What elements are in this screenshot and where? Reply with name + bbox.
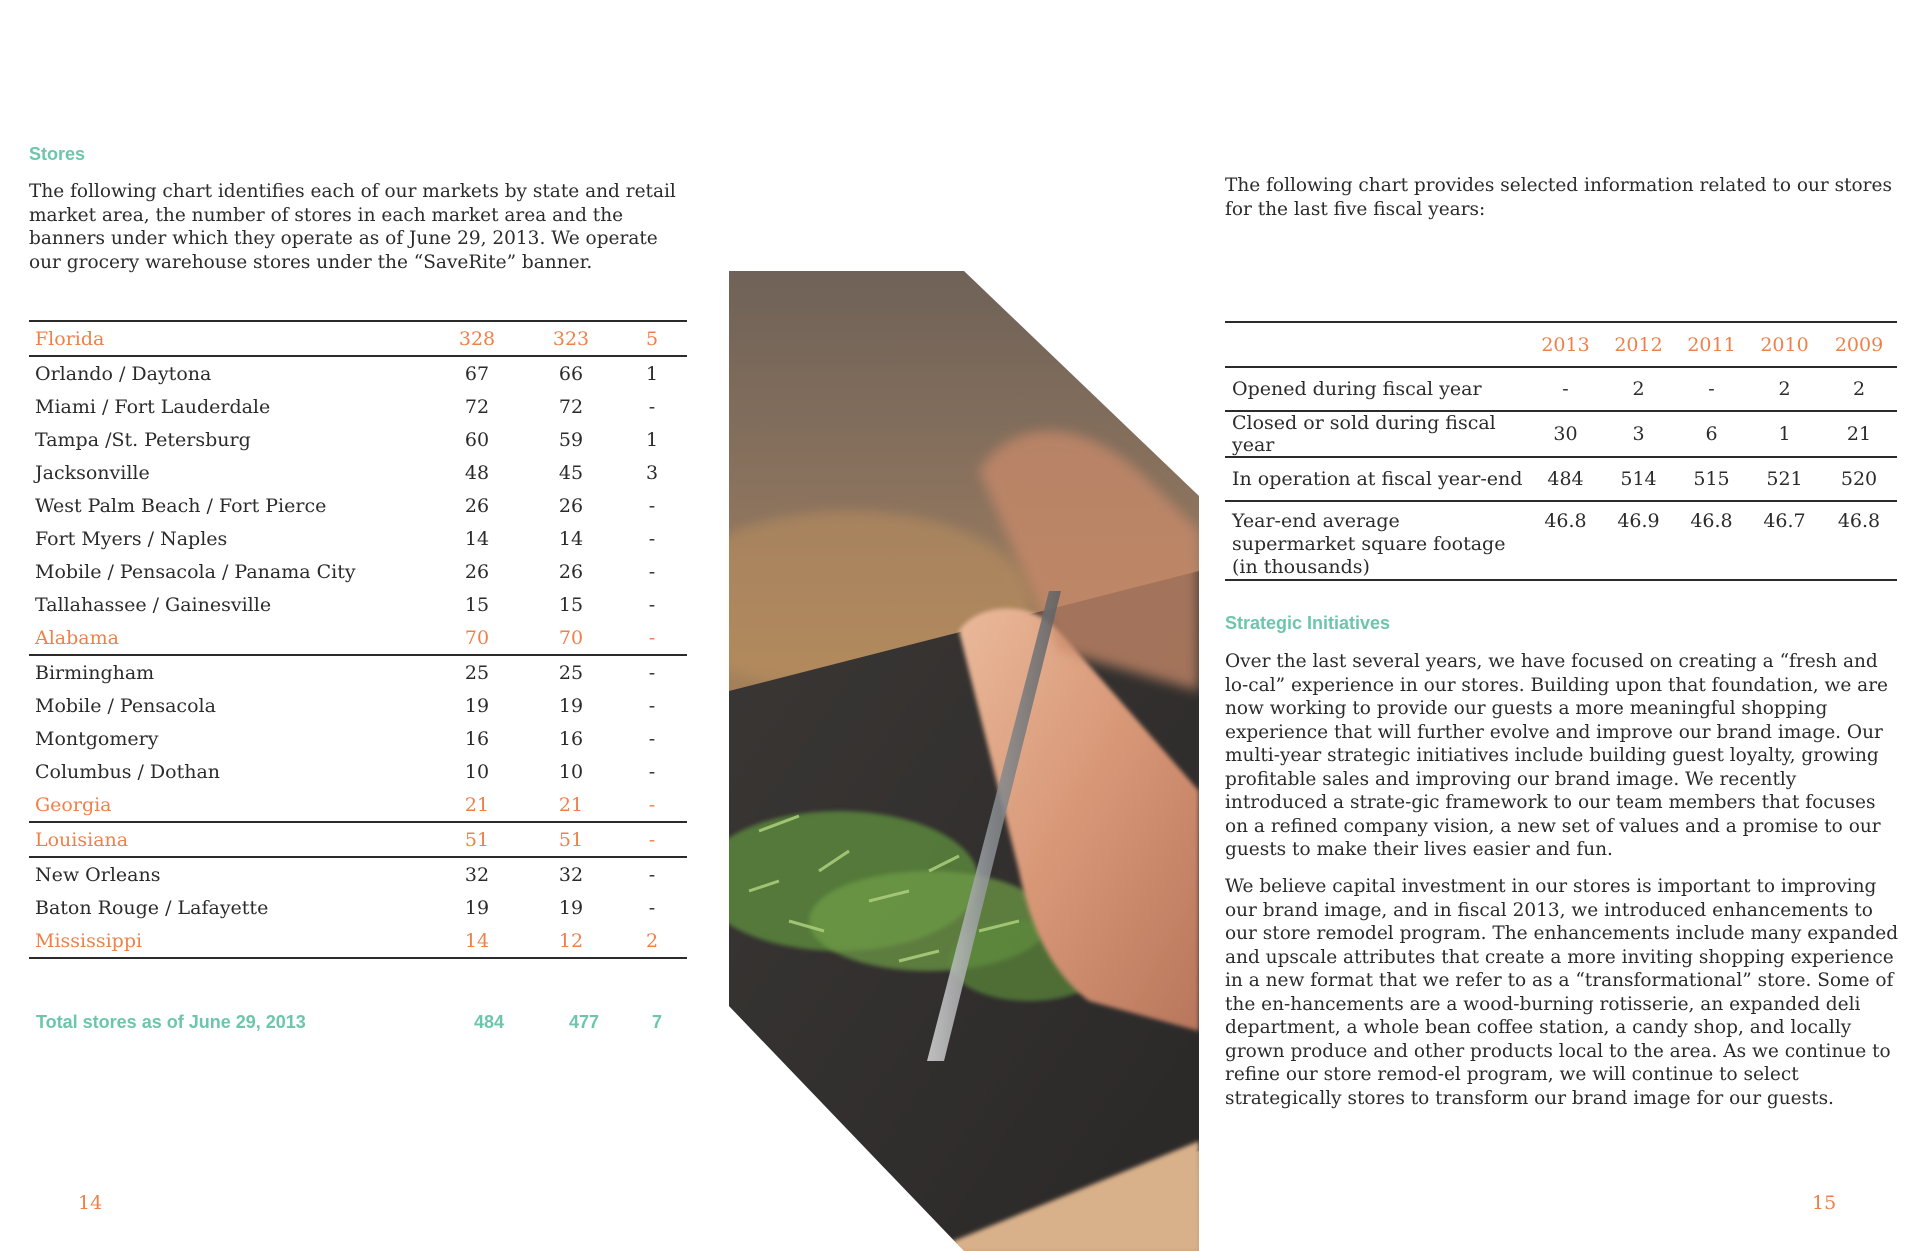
fiscal-row-label: Opened during fiscal year <box>1225 367 1529 411</box>
store-count-col3: 3 <box>645 461 659 484</box>
store-count-col3: - <box>617 788 687 822</box>
page-number-left: 14 <box>78 1192 103 1214</box>
store-count-col2: 323 <box>525 321 617 356</box>
market-row <box>29 423 687 456</box>
fiscal-header-row <box>1225 322 1897 367</box>
state-row <box>29 822 687 857</box>
store-count-col3: - <box>648 593 656 616</box>
store-count-col2: 16 <box>558 727 584 750</box>
store-count-col1: 25 <box>464 661 490 684</box>
market-row <box>29 891 687 924</box>
market-name: West Palm Beach / Fort Pierce <box>35 494 327 517</box>
store-count-col2: 45 <box>558 461 584 484</box>
total-stores-row <box>29 1008 687 1038</box>
store-count-col1: 10 <box>464 760 490 783</box>
market-name: Florida <box>29 321 429 356</box>
fiscal-value: 46.8 <box>1529 501 1602 580</box>
market-name: Jacksonville <box>35 461 150 484</box>
state-row <box>29 924 687 958</box>
strategic-paragraph-1: Over the last several years, we have focused on creating a “fresh and lo-cal” experience in our stores. Building upon that foundation, we are now working to provide our guests a more meaningful shopping experience that will further evolve and improve our brand image. Our multi-year strategic initiatives include building guest loyalty, growing profitable sales and improving our brand image. We recently introduced a strate-gic framework to our team members that focuses on a refined company vision, a new set of values and a promise to our guests to make their lives easier and fun. <box>1225 651 1889 860</box>
market-name: Orlando / Daytona <box>35 362 212 385</box>
state-row <box>29 788 687 822</box>
fiscal-value: 2 <box>1821 367 1897 411</box>
store-count-col1: 21 <box>429 788 525 822</box>
store-count-col3: - <box>648 494 656 517</box>
store-count-col3: - <box>617 621 687 655</box>
market-name: Tallahassee / Gainesville <box>35 593 272 616</box>
fiscal-value: 521 <box>1748 457 1821 501</box>
page-number-right: 15 <box>1812 1192 1837 1214</box>
fiscal-value: 30 <box>1529 411 1602 457</box>
store-count-col2: 19 <box>558 896 584 919</box>
store-count-col3: - <box>648 863 656 886</box>
market-row <box>29 689 687 722</box>
fiscal-value: 21 <box>1821 411 1897 457</box>
store-count-col1: 32 <box>464 863 490 886</box>
market-row <box>29 755 687 788</box>
year-2013: 2013 <box>1529 322 1602 367</box>
market-name: Mississippi <box>29 924 429 958</box>
market-row <box>29 390 687 423</box>
fiscal-row <box>1225 457 1897 501</box>
fiscal-row-label: Closed or sold during fiscal year <box>1225 411 1529 457</box>
stores-heading: Stores <box>29 144 86 164</box>
market-row <box>29 588 687 621</box>
store-count-col2: 51 <box>525 822 617 857</box>
store-count-col2: 66 <box>558 362 584 385</box>
strategic-paragraph-2: We believe capital investment in our stores is important to improving our brand image, and in fiscal 2013, we introduced enhancements to our store remodel program. The enhancements include many expanded and upscale attributes that create a more inviting shopping experience in a new format that we refer to as a “transformational” store. Some of the en-hancements are a wood-burning rotisserie, an expanded deli department, a whole bean coffee station, a candy shop, and locally grown produce and other products local to the area. As we continue to refine our store remod-el program, we will continue to select strategically stores to transform our brand image for our guests. <box>1225 876 1899 1109</box>
fiscal-value: 2 <box>1602 367 1675 411</box>
store-count-col2: 70 <box>525 621 617 655</box>
total-label: Total stores as of June 29, 2013 <box>36 1012 306 1032</box>
store-count-col1: 15 <box>464 593 490 616</box>
market-name: Columbus / Dothan <box>35 760 221 783</box>
market-row <box>29 857 687 891</box>
year-2011: 2011 <box>1675 322 1748 367</box>
state-row <box>29 621 687 655</box>
total-col1: 484 <box>473 1012 505 1032</box>
fiscal-header-blank <box>1225 322 1529 367</box>
store-count-col1: 26 <box>464 560 490 583</box>
herb-chopping-photo <box>729 271 1199 1251</box>
store-count-col3: - <box>648 896 656 919</box>
fiscal-value: - <box>1675 367 1748 411</box>
market-name: Louisiana <box>29 822 429 857</box>
store-count-col2: 32 <box>558 863 584 886</box>
market-name: New Orleans <box>35 863 161 886</box>
market-name: Montgomery <box>35 727 159 750</box>
fiscal-value: 515 <box>1675 457 1748 501</box>
fiscal-row-label: In operation at fiscal year-end <box>1225 457 1529 501</box>
store-count-col3: 1 <box>645 362 659 385</box>
store-count-col1: 48 <box>464 461 490 484</box>
fiscal-value: 520 <box>1821 457 1897 501</box>
store-count-col1: 16 <box>464 727 490 750</box>
fiscal-table <box>1225 321 1897 581</box>
total-col2: 477 <box>568 1012 600 1032</box>
market-name: Alabama <box>29 621 429 655</box>
market-name: Mobile / Pensacola / Panama City <box>35 560 356 583</box>
year-2009: 2009 <box>1821 322 1897 367</box>
market-name: Georgia <box>29 788 429 822</box>
fiscal-row <box>1225 501 1897 580</box>
store-count-col1: 72 <box>464 395 490 418</box>
fiscal-value: 2 <box>1748 367 1821 411</box>
store-count-col2: 21 <box>525 788 617 822</box>
market-name: Tampa /St. Petersburg <box>35 428 251 451</box>
market-row <box>29 522 687 555</box>
store-count-col3: - <box>648 395 656 418</box>
store-count-col1: 19 <box>464 694 490 717</box>
store-count-col1: 26 <box>464 494 490 517</box>
store-count-col3: - <box>648 661 656 684</box>
stores-intro: The following chart identifies each of our markets by state and retail market area, the number of stores in each market area and the banners under which they operate as of June 29, 2013. We operate our grocery warehouse stores under the “SaveRite” banner. <box>29 181 676 273</box>
market-row <box>29 655 687 689</box>
fiscal-row-label: Year-end average supermarket square footage (in thousands) <box>1225 501 1529 580</box>
fiscal-value: 3 <box>1602 411 1675 457</box>
store-count-col2: 26 <box>558 494 584 517</box>
store-count-col3: 1 <box>645 428 659 451</box>
year-2012: 2012 <box>1602 322 1675 367</box>
store-count-col2: 19 <box>558 694 584 717</box>
fiscal-row <box>1225 411 1897 457</box>
store-count-col1: 328 <box>429 321 525 356</box>
store-count-col3: - <box>648 727 656 750</box>
fiscal-value: - <box>1529 367 1602 411</box>
store-count-col1: 51 <box>429 822 525 857</box>
market-name: Mobile / Pensacola <box>35 694 216 717</box>
store-count-col3: - <box>648 694 656 717</box>
fiscal-value: 46.8 <box>1675 501 1748 580</box>
market-name: Baton Rouge / Lafayette <box>35 896 269 919</box>
store-count-col1: 19 <box>464 896 490 919</box>
fiscal-value: 484 <box>1529 457 1602 501</box>
fiscal-value: 514 <box>1602 457 1675 501</box>
fiscal-value: 46.7 <box>1748 501 1821 580</box>
store-count-col1: 14 <box>429 924 525 958</box>
store-count-col2: 59 <box>558 428 584 451</box>
store-count-col3: 5 <box>617 321 687 356</box>
store-count-col3: - <box>617 822 687 857</box>
store-count-col3: 2 <box>617 924 687 958</box>
store-count-col3: - <box>648 560 656 583</box>
store-count-col2: 26 <box>558 560 584 583</box>
fiscal-row <box>1225 367 1897 411</box>
fiscal-value: 46.9 <box>1602 501 1675 580</box>
fiscal-value: 6 <box>1675 411 1748 457</box>
store-count-col3: - <box>648 760 656 783</box>
state-row <box>29 321 687 356</box>
fiscal-value: 46.8 <box>1821 501 1897 580</box>
fiscal-intro: The following chart provides selected information related to our stores for the last five fiscal years: <box>1225 175 1892 220</box>
store-count-col2: 72 <box>558 395 584 418</box>
total-col3: 7 <box>651 1012 662 1032</box>
strategic-heading: Strategic Initiatives <box>1225 613 1391 633</box>
year-2010: 2010 <box>1748 322 1821 367</box>
store-count-col2: 10 <box>558 760 584 783</box>
store-count-col3: - <box>648 527 656 550</box>
store-count-col1: 60 <box>464 428 490 451</box>
market-row <box>29 555 687 588</box>
market-name: Miami / Fort Lauderdale <box>35 395 271 418</box>
store-count-col1: 14 <box>464 527 490 550</box>
store-count-col1: 70 <box>429 621 525 655</box>
store-count-col2: 14 <box>558 527 584 550</box>
stores-table <box>29 320 687 959</box>
market-row <box>29 722 687 755</box>
store-count-col2: 25 <box>558 661 584 684</box>
market-name: Birmingham <box>35 661 155 684</box>
store-count-col2: 12 <box>525 924 617 958</box>
store-count-col1: 67 <box>464 362 490 385</box>
fiscal-value: 1 <box>1748 411 1821 457</box>
market-row <box>29 356 687 390</box>
market-name: Fort Myers / Naples <box>35 527 228 550</box>
store-count-col2: 15 <box>558 593 584 616</box>
market-row <box>29 489 687 522</box>
market-row <box>29 456 687 489</box>
